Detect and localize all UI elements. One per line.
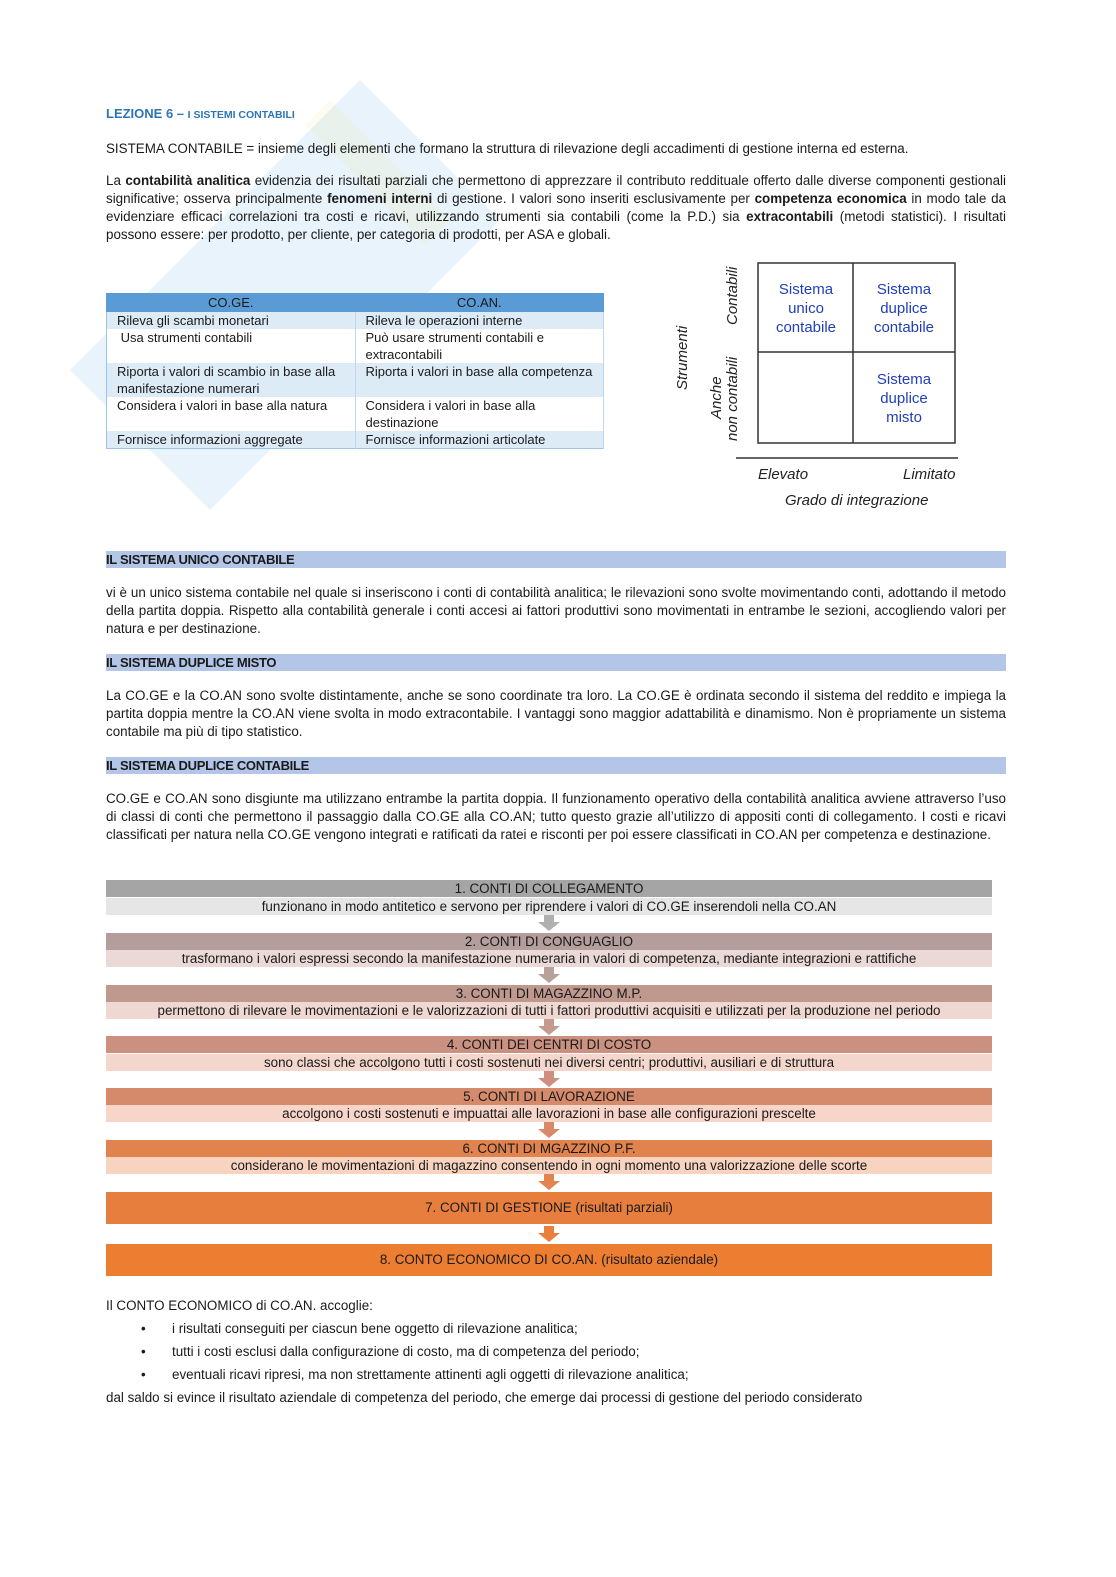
table-header-coan: CO.AN. (355, 294, 604, 312)
section-header-unico: IL SISTEMA UNICO CONTABILE (106, 551, 1006, 568)
flow-step-8: 8. CONTO ECONOMICO DI CO.AN. (risultato aziendale) (106, 1244, 992, 1276)
list-item: • i risultati conseguiti per ciascun bene oggetto di rilevazione analitica; (106, 1320, 689, 1343)
y-axis-title: Strumenti (674, 325, 691, 390)
flow-step-3-desc: permettono di rilevare le movimentazioni e le valorizzazioni di tutti i fattori produttivi acquisiti e utilizzati per la produzione nel periodo (106, 1002, 992, 1019)
flow-step-4-desc: sono classi che accolgono tutti i costi sostenuti nei diversi centri; produttivi, ausiliari e di struttura (106, 1054, 992, 1071)
table-header-coge: CO.GE. (107, 294, 356, 312)
flow-step-7: 7. CONTI DI GESTIONE (risultati parziali) (106, 1192, 992, 1224)
conclusion-closing: dal saldo si evince il risultato aziendale di competenza del periodo, che emerge dai processi di gestione del periodo considerato (106, 1390, 863, 1405)
flow-step-1-title: 1. CONTI DI COLLEGAMENTO (106, 880, 992, 897)
flow-step-2-title: 2. CONTI DI CONGUAGLIO (106, 933, 992, 950)
list-item: • eventuali ricavi ripresi, ma non strettamente attinenti agli oggetti di rilevazione analitica; (106, 1366, 689, 1389)
flow-arrow-down (538, 915, 560, 931)
section-text-duplice-misto: La CO.GE e la CO.AN sono svolte distintamente, anche se sono coordinate tra loro. La CO.GE è ordinata secondo il sistema del reddito e impiega la partita doppia mentre la CO.AN viene svolta in modo extracontabile. I vantaggi sono maggior adattabilità e dinamismo. Non è propriamente un sistema contabile ma più di tipo statistico. (106, 688, 1006, 739)
list-item: • tutti i costi esclusi dalla configurazione di costo, ma di competenza del periodo; (106, 1343, 689, 1366)
table-row (107, 312, 604, 330)
flow-step-1-desc: funzionano in modo antitetico e servono per riprendere i valori di CO.GE inserendoli nella CO.AN (106, 898, 992, 915)
flow-step-2-desc: trasformano i valori espressi secondo la manifestazione numeraria in valori di competenza, mediante integrazioni e rattifiche (106, 950, 992, 967)
section-text-unico: vi è un unico sistema contabile nel quale si inseriscono i conti di contabilità analitica; le rilevazioni sono svolte movimentando conti, adottando il metodo della partita doppia. Rispetto alla contabilità generale i conti accesi ai fattori produttivi sono movimentati in entrambe le sezioni, accogliendo valori per natura e per destinazione. (106, 585, 1006, 636)
conclusion-intro: Il CONTO ECONOMICO di CO.AN. accoglie: (106, 1298, 373, 1313)
table-cell: Può usare strumenti contabili e extracontabili (355, 329, 604, 363)
flow-arrow-down (538, 1226, 560, 1242)
table-header-row (107, 294, 604, 312)
flow-arrow-down (538, 967, 560, 983)
table-row (107, 431, 604, 449)
flow-step-3-title: 3. CONTI DI MAGAZZINO M.P. (106, 985, 992, 1002)
y-bottom-label-2: non contabili (724, 356, 741, 441)
flow-step-6-desc: considerano le movimentazioni di magazzino consentendo in ogni momento una valorizzazione delle scorte (106, 1157, 992, 1174)
table-cell: Rileva le operazioni interne (355, 312, 604, 330)
table-cell: Considera i valori in base alla natura (107, 397, 356, 431)
cell-sistema-unico-contabile: Sistema unico contabile (775, 281, 837, 336)
table-cell: Riporta i valori in base alla competenza (355, 363, 604, 397)
flow-step-5-title: 5. CONTI DI LAVORAZIONE (106, 1088, 992, 1105)
table-cell: Usa strumenti contabili (107, 329, 356, 363)
definition-paragraph: SISTEMA CONTABILE = insieme degli elementi che formano la struttura di rilevazione degli accadimenti di gestione interna ed esterna. (106, 141, 909, 156)
y-bottom-label-1: Anche (708, 376, 725, 419)
section-text-duplice-contabile: CO.GE e CO.AN sono disgiunte ma utilizzano entrambe la partita doppia. Il funzionamento operativo della contabilità analitica avviene attraverso l’uso di classi di conti che permettono il passaggio dalla CO.GE alla CO.AN; tutto questo grazie all’utilizzo di appositi conti di collegamento. I costi e ricavi classificati per natura nella CO.GE vengono integrati e ratificati da ratei e risconti per poi essere classificati in CO.AN per competenza e destinazione. (106, 791, 1006, 842)
table-row (107, 329, 604, 363)
conclusion-list (106, 1320, 689, 1389)
table-cell: Fornisce informazioni articolate (355, 431, 604, 449)
x-left-label: Elevato (758, 466, 809, 483)
flow-arrow-down (538, 1122, 560, 1138)
analytic-paragraph: La contabilità analitica evidenzia dei risultati parziali che permettono di apprezzare il contributo reddituale offerto dalle diverse componenti gestionali significative; osserva principalmente fenomeni interni di gestione. I valori sono inseriti esclusivamente per competenza economica in modo tale da evidenziare efficaci correlazioni tra costi e ricavi, utilizzando strumenti sia contabili (come la P.D.) sia extracontabili (metodi statistici). I risultati possono essere: per prodotto, per cliente, per categoria di prodotti, per ASA e globali. (106, 173, 1006, 242)
flow-arrow-down (538, 1174, 560, 1190)
cell-sistema-duplice-contabile: Sistema duplice contabile (873, 281, 935, 336)
flow-step-5-desc: accolgono i costi sostenuti e impuattai alle lavorazioni in base alle configurazioni prescelte (106, 1105, 992, 1122)
accounting-systems-matrix (660, 255, 990, 525)
table-cell: Riporta i valori di scambio in base alla manifestazione numerari (107, 363, 356, 397)
y-top-label: Contabili (724, 266, 741, 325)
table-row (107, 363, 604, 397)
x-axis-title: Grado di integrazione (785, 492, 929, 509)
flow-step-4-title: 4. CONTI DEI CENTRI DI COSTO (106, 1036, 992, 1053)
table-cell: Fornisce informazioni aggregate (107, 431, 356, 449)
lesson-title: LEZIONE 6 – I SISTEMI CONTABILI (106, 106, 295, 121)
table-cell: Rileva gli scambi monetari (107, 312, 356, 330)
flow-step-6-title: 6. CONTI DI MGAZZINO P.F. (106, 1140, 992, 1157)
cell-sistema-duplice-misto: Sistema duplice misto (876, 371, 932, 426)
flow-arrow-down (538, 1071, 560, 1087)
flow-arrow-down (538, 1019, 560, 1035)
cogе-coan-comparison-table (106, 293, 604, 449)
table-row (107, 397, 604, 431)
x-right-label: Limitato (903, 466, 956, 483)
section-header-duplice-misto: IL SISTEMA DUPLICE MISTO (106, 654, 1006, 671)
table-cell: Considera i valori in base alla destinazione (355, 397, 604, 431)
section-header-duplice-contabile: IL SISTEMA DUPLICE CONTABILE (106, 757, 1006, 774)
